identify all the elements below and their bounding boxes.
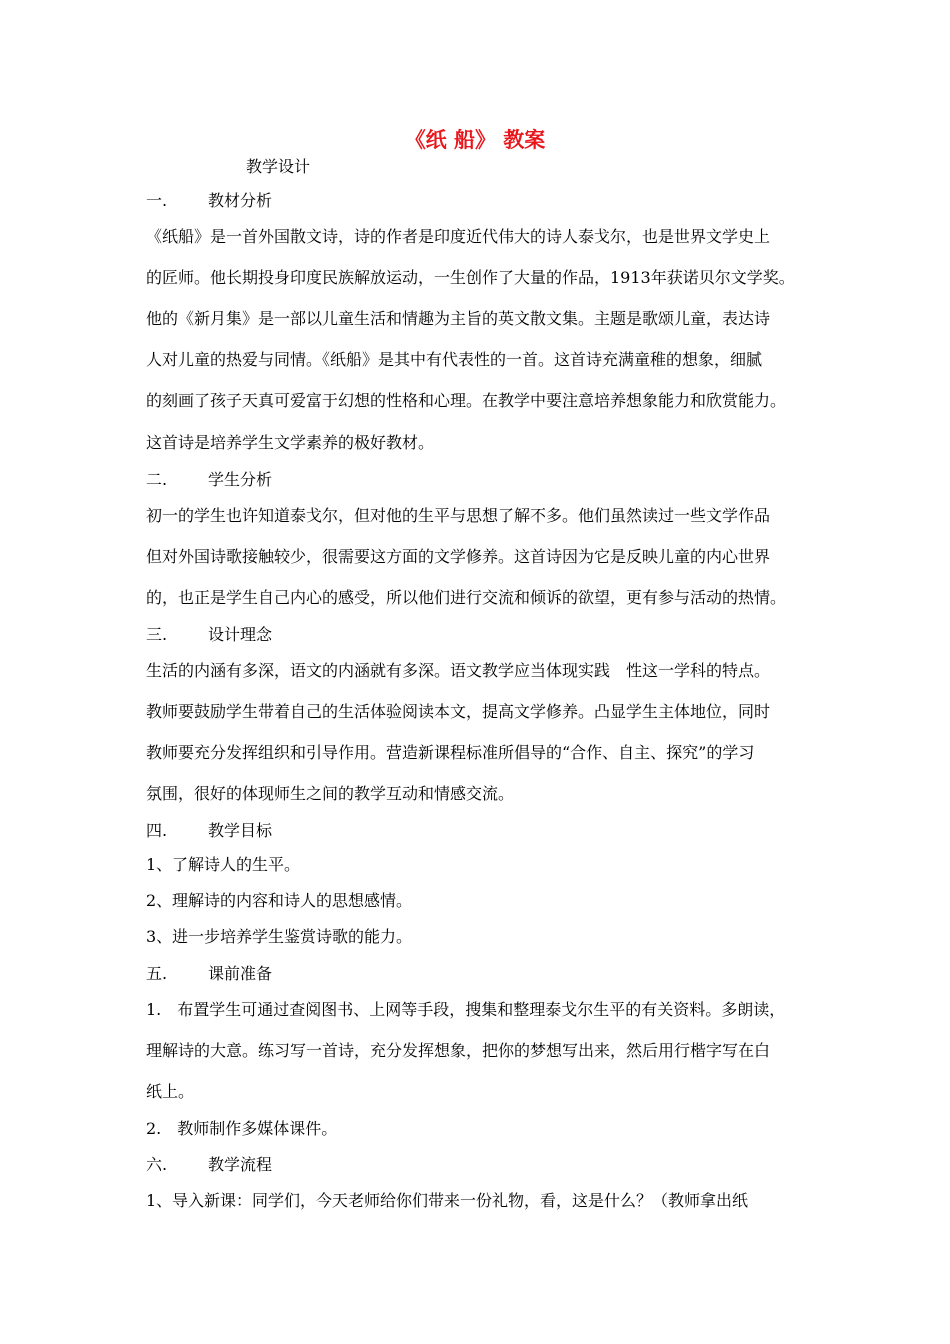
paragraph-line: 《纸船》是一首外国散文诗，诗的作者是印度近代伟大的诗人泰戈尔，也是世界文学史上 <box>146 227 771 246</box>
paragraph-line: 教师要鼓励学生带着自己的生活体验阅读本文，提高文学修养。凸显学生主体地位，同时 <box>146 702 771 721</box>
paragraph-line: 生活的内涵有多深，语文的内涵就有多深。语文教学应当体现实践 性这一学科的特点。 <box>146 661 771 680</box>
section-heading: 二. 学生分析 <box>146 470 273 489</box>
section-heading: 四. 教学目标 <box>146 821 273 840</box>
paragraph-line: 这首诗是培养学生文学素养的极好教材。 <box>146 433 435 452</box>
list-item: 2、理解诗的内容和诗人的思想感情。 <box>146 891 413 910</box>
paragraph-line: 2. 教师制作多媒体课件。 <box>146 1119 338 1138</box>
paragraph-line: 理解诗的大意。练习写一首诗，充分发挥想象，把你的梦想写出来，然后用行楷字写在白 <box>146 1041 771 1060</box>
paragraph-line: 人对儿童的热爱与同情。《纸船》是其中有代表性的一首。这首诗充满童稚的想象，细腻 <box>146 350 763 369</box>
section-heading: 一. 教材分析 <box>146 191 273 210</box>
document-subtitle: 教学设计 <box>246 157 311 176</box>
list-item: 3、进一步培养学生鉴赏诗歌的能力。 <box>146 927 413 946</box>
paragraph-line: 教师要充分发挥组织和引导作用。营造新课程标准所倡导的“合作、自主、探究”的学习 <box>146 743 755 762</box>
list-item: 1、了解诗人的生平。 <box>146 855 301 874</box>
list-item: 1、导入新课：同学们，今天老师给你们带来一份礼物，看，这是什么？（教师拿出纸 <box>146 1191 749 1210</box>
paragraph-line: 的刻画了孩子天真可爱富于幻想的性格和心理。在教学中要注意培养想象能力和欣赏能力。 <box>146 391 787 410</box>
paragraph-line: 纸上。 <box>146 1082 195 1101</box>
paragraph-line: 氛围，很好的体现师生之间的教学互动和情感交流。 <box>146 784 515 803</box>
paragraph-line: 1. 布置学生可通过查阅图书、上网等手段，搜集和整理泰戈尔生平的有关资料。多朗读， <box>146 1000 786 1019</box>
paragraph-line: 的匠师。他长期投身印度民族解放运动，一生创作了大量的作品，1913年获诺贝尔文学奖。 <box>146 268 795 287</box>
paragraph-line: 初一的学生也许知道泰戈尔，但对他的生平与思想了解不多。他们虽然读过一些文学作品 <box>146 506 771 525</box>
section-heading: 五. 课前准备 <box>146 964 273 983</box>
section-heading: 六. 教学流程 <box>146 1155 273 1174</box>
section-heading: 三. 设计理念 <box>146 625 273 644</box>
paragraph-line: 的，也正是学生自己内心的感受，所以他们进行交流和倾诉的欲望，更有参与活动的热情。 <box>146 588 787 607</box>
paragraph-line: 但对外国诗歌接触较少，很需要这方面的文学修养。这首诗因为它是反映儿童的内心世界 <box>146 547 771 566</box>
document-title: 《纸 船》 教案 <box>404 127 546 152</box>
paragraph-line: 他的《新月集》是一部以儿童生活和情趣为主旨的英文散文集。主题是歌颂儿童，表达诗 <box>146 309 771 328</box>
